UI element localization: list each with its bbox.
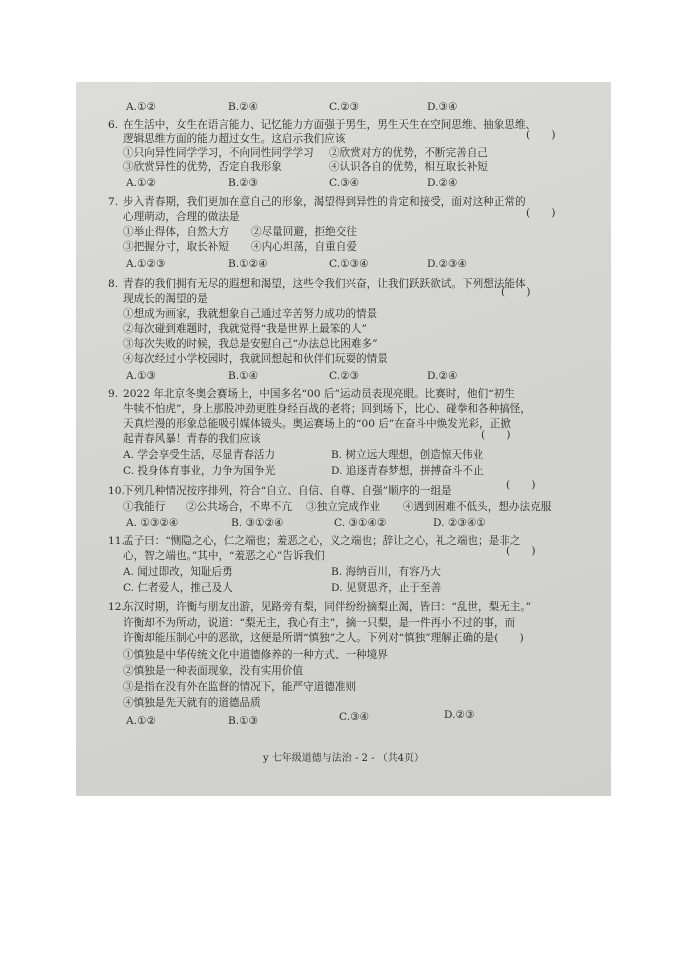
q11-option-c: C. 仁者爱人，推己及人 <box>123 582 233 594</box>
q9-option-a: A. 学会享受生活，尽显青春活力 <box>123 449 276 461</box>
q10-item-4: ④遇到困难不低头，想办法克服 <box>403 501 552 513</box>
q6-option-b: B.②③ <box>228 177 259 189</box>
q7-option-d: D.②③④ <box>427 258 467 270</box>
q6-item-1: ①只向异性同学学习，不向同性同学学习 <box>123 147 314 159</box>
q9-option-c: C. 投身体育事业，力争为国争光 <box>123 465 276 477</box>
q8-item-3: ③每次失败的时候，我总是安慰自己“办法总比困难多” <box>123 338 378 350</box>
q6-option-d: D.②④ <box>427 177 458 189</box>
q12-item-4: ④慎独是先天就有的道德品质 <box>123 697 261 709</box>
q11-stem-line-2: 心，智之端也。”其中，“羞恶之心”告诉我们 <box>123 550 325 562</box>
q7-stem-line-2: 心理萌动，合理的做法是 <box>123 211 240 223</box>
q10-option-c: C. ③①④② <box>334 517 387 529</box>
q8-item-4: ④每次经过小学校园时，我就回想起和伙伴们玩耍的情景 <box>123 353 388 365</box>
q9-number: 9. <box>108 388 119 400</box>
q8-item-1: ①想成为画家，我就想象自己通过辛苦努力成功的情景 <box>123 308 378 320</box>
q7-number: 7. <box>108 196 119 208</box>
q9-answer-bracket: ( ) <box>481 429 511 441</box>
q12-option-b: B.①③ <box>228 715 259 727</box>
q9-stem-line-2: 牛犊不怕虎”，身上那股冲劲更胜身经百战的老将；回到场下，比心、碰拳和各种搞怪， <box>123 403 531 415</box>
q10-number: 10. <box>108 485 125 497</box>
q7-item-2: ②尽量回避，拒绝交往 <box>251 226 357 238</box>
q7-item-1: ①举止得体，自然大方 <box>123 226 229 238</box>
q12-item-2: ②慎独是一种表面现象，没有实用价值 <box>123 665 304 677</box>
q7-option-a: A.①②③ <box>126 258 166 270</box>
q5-option-a: A.①② <box>126 101 157 113</box>
q9-stem-line-1: 9. 2022 年北京冬奥会赛场上，中国多名“00 后”运动员表现亮眼。比赛时，他们“初生 <box>108 388 515 400</box>
q12-option-d: D.②③ <box>444 709 475 721</box>
q8-option-a: A.①③ <box>126 370 157 382</box>
q11-option-d: D. 见贤思齐，止于至善 <box>331 582 442 594</box>
q6-answer-bracket: ( ) <box>526 129 556 141</box>
q9-option-b: B. 树立远大理想，创造惊天伟业 <box>331 449 484 461</box>
q6-item-3: ③欣赏异性的优势，否定自我形象 <box>123 161 282 173</box>
q12-option-a: A.①② <box>126 715 157 727</box>
q7-item-3: ③把握分寸，取长补短 <box>123 241 229 253</box>
page-footer: y 七年级道德与法治 - 2 - （共4页） <box>262 753 425 764</box>
q12-stem-line-1: 12.东汉时期，许衡与朋友出游，见路旁有梨，同伴纷纷摘梨止渴，皆曰：“乱世，梨无主。” <box>108 601 532 613</box>
q8-stem-line-1: 8. 青春的我们拥有无尽的遐想和渴望，这些令我们兴奋，让我们跃跃欲试。下列想法能体 <box>108 278 526 290</box>
q12-stem-line-2: 许衡却不为所动，说道：“梨无主，我心有主”，摘一只梨，是一件再小不过的事，而 <box>123 617 516 629</box>
q6-number: 6. <box>108 119 119 131</box>
q9-stem-line-4: 起青春风暴！青春的我们应该 <box>123 433 261 445</box>
q10-option-b: B. ③①②④ <box>231 517 284 529</box>
q10-answer-bracket: ( ) <box>506 479 536 491</box>
q12-item-1: ①慎独是中华传统文化中道德修养的一种方式、一种境界 <box>123 649 388 661</box>
q12-option-c: C.③④ <box>339 711 370 723</box>
q8-option-c: C.②③ <box>329 370 360 382</box>
q11-option-a: A. 闻过即改，知耻后勇 <box>123 566 233 578</box>
q7-answer-bracket: ( ) <box>526 207 556 219</box>
q10-stem-line-1: 10.下列几种情况按序排列，符合“自立、自信、自尊、自强”顺序的一组是 <box>108 485 452 497</box>
q8-option-d: D.②④ <box>427 370 458 382</box>
q6-item-2: ②欣赏对方的优势，不断完善自己 <box>329 147 488 159</box>
q9-option-d: D. 追逐青春梦想，拼搏奋斗不止 <box>331 465 484 477</box>
q6-option-c: C.③④ <box>329 177 360 189</box>
q6-stem-line-2: 逻辑思维方面的能力超过女生。这启示我们应该 <box>123 133 346 145</box>
q10-item-3: ③独立完成作业 <box>306 501 381 513</box>
q10-item-1: ①我能行 <box>123 501 166 513</box>
q10-option-d: D. ②③④① <box>433 517 486 529</box>
q9-stem-line-3: 天真烂漫的形象总能吸引媒体镜头。奥运赛场上的“00 后”在奋斗中焕发光彩，正掀 <box>123 418 511 430</box>
q8-option-b: B.①④ <box>228 370 259 382</box>
q10-option-a: A. ①③②④ <box>126 517 179 529</box>
q12-number: 12. <box>108 601 125 613</box>
q8-answer-bracket: ( ) <box>501 286 531 298</box>
q12-stem-line-3: 许衡却能压制心中的恶欲，这便是所谓“慎独”之人。下列对“慎独”理解正确的是( ) <box>123 632 524 644</box>
q8-number: 8. <box>108 278 119 290</box>
q11-number: 11. <box>108 535 125 547</box>
q7-item-4: ④内心坦荡，自重自爱 <box>251 241 357 253</box>
q11-stem-line-1: 11.孟子曰：“恻隐之心，仁之端也；羞恶之心，义之端也；辞让之心，礼之端也；是非之 <box>108 535 521 547</box>
q5-option-b: B.②④ <box>228 101 259 113</box>
q10-item-2: ②公共场合，不卑不亢 <box>186 501 292 513</box>
q11-option-b: B. 海纳百川，有容乃大 <box>331 566 441 578</box>
q12-item-3: ③是指在没有外在监督的情况下，能严守道德准则 <box>123 681 357 693</box>
exam-page-photo <box>76 82 611 796</box>
q8-item-2: ②每次碰到难题时，我就觉得“我是世界上最笨的人” <box>123 323 367 335</box>
q5-option-c: C.②③ <box>329 101 360 113</box>
q11-answer-bracket: ( ) <box>506 545 536 557</box>
q5-option-d: D.③④ <box>427 101 458 113</box>
q7-stem-line-1: 7. 步入青春期，我们更加在意自己的形象，渴望得到异性的肯定和接受，面对这种正常的 <box>108 196 526 208</box>
q7-option-c: C.①③④ <box>329 258 369 270</box>
q8-stem-line-2: 现成长的渴望的是 <box>123 293 208 305</box>
q6-item-4: ④认识各自的优势，相互取长补短 <box>329 161 488 173</box>
q6-stem-line-1: 6. 在生活中，女生在语言能力、记忆能力方面强于男生，男生天生在空间思维、抽象思维、 <box>108 119 537 131</box>
q6-option-a: A.①② <box>126 177 157 189</box>
q7-option-b: B.①②④ <box>228 258 268 270</box>
